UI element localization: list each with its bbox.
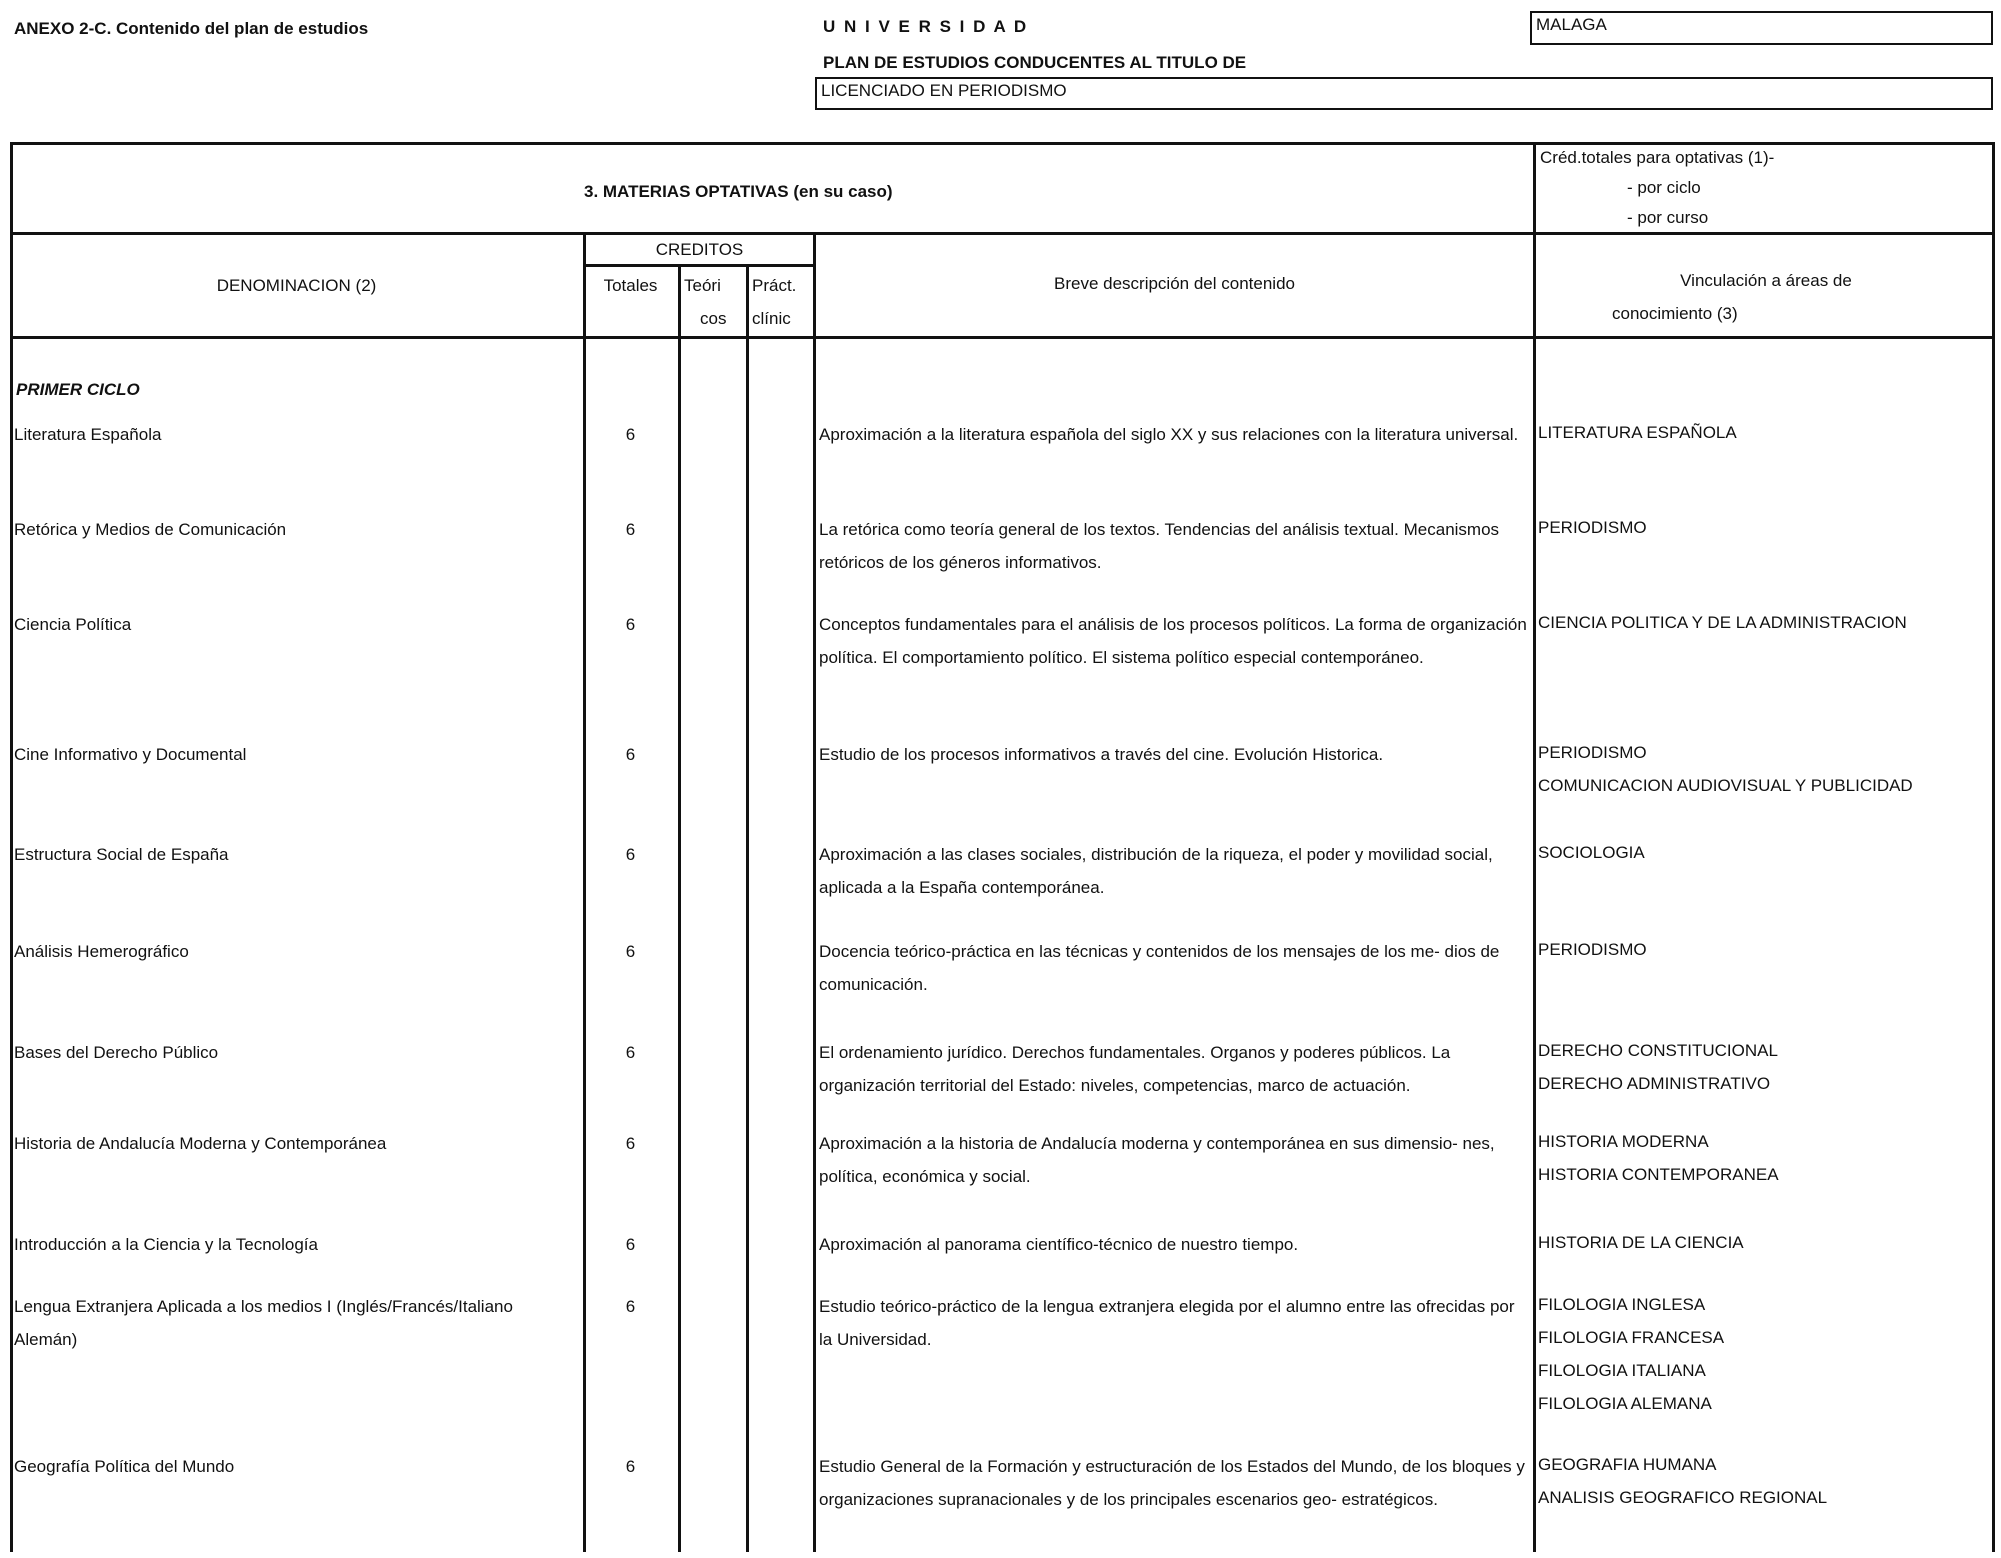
course-areas: PERIODISMO	[1538, 940, 1647, 959]
course-total: 6	[625, 1297, 636, 1316]
course-name: Cine Informativo y Documental	[14, 745, 247, 764]
course-description: Aproximación a las clases sociales, distribución de la riqueza, el poder y movilidad social, aplicada a la España contemporánea.	[819, 845, 1493, 897]
plan-label: PLAN DE ESTUDIOS CONDUCENTES AL TITULO DE	[823, 53, 1247, 72]
course-total: 6	[625, 845, 636, 864]
teoricos-header-2: cos	[700, 309, 727, 328]
course-areas: CIENCIA POLITICA Y DE LA ADMINISTRACION	[1538, 613, 1907, 632]
vinculacion-header-1: Vinculación a áreas de	[1680, 271, 1852, 290]
titulo-field	[815, 77, 1993, 110]
course-description: El ordenamiento jurídico. Derechos fundamentales. Organos y poderes públicos. La organización territorial del Estado: niveles, competencias, marco de actuación.	[819, 1043, 1451, 1095]
course-name: Geografía Política del Mundo	[14, 1457, 235, 1476]
course-areas: DERECHO CONSTITUCIONAL DERECHO ADMINISTRATIVO	[1538, 1041, 1778, 1093]
course-name: Literatura Española	[14, 425, 162, 444]
course-name: Ciencia Política	[14, 615, 132, 634]
practicos-header-1: Práct.	[752, 276, 797, 295]
course-name: Lengua Extranjera Aplicada a los medios I (Inglés/Francés/Italiano Alemán)	[14, 1297, 513, 1349]
practicos-header-2: clínic	[752, 309, 791, 328]
course-name: Retórica y Medios de Comunicación	[14, 520, 287, 539]
course-total: 6	[625, 1134, 636, 1153]
course-areas: LITERATURA ESPAÑOLA	[1538, 423, 1737, 442]
denominacion-header: DENOMINACION (2)	[216, 276, 377, 295]
course-areas: PERIODISMO COMUNICACION AUDIOVISUAL Y PUBLICIDAD	[1538, 743, 1913, 795]
course-areas: HISTORIA DE LA CIENCIA	[1538, 1233, 1744, 1252]
course-description: Aproximación a la historia de Andalucía moderna y contemporánea en sus dimensio- nes, política, económica y social.	[819, 1134, 1495, 1186]
creditos-header: CREDITOS	[655, 240, 744, 259]
course-areas: PERIODISMO	[1538, 518, 1647, 537]
universidad-value: MALAGA	[1536, 15, 1607, 34]
course-description: La retórica como teoría general de los textos. Tendencias del análisis textual. Mecanismos retóricos de los géneros informativos.	[819, 520, 1500, 572]
descripcion-header: Breve descripción del contenido	[1054, 274, 1295, 293]
totales-header: Totales	[603, 276, 658, 295]
course-total: 6	[625, 425, 636, 444]
vinculacion-header-2: conocimiento (3)	[1612, 304, 1738, 323]
titulo-value: LICENCIADO EN PERIODISMO	[821, 81, 1067, 100]
course-name: Historia de Andalucía Moderna y Contemporánea	[14, 1134, 387, 1153]
section-primer-ciclo: PRIMER CICLO	[16, 380, 140, 399]
course-total: 6	[625, 942, 636, 961]
course-total: 6	[625, 1457, 636, 1476]
annex-title: ANEXO 2-C. Contenido del plan de estudios	[14, 19, 369, 38]
universidad-label: U N I V E R S I D A D	[823, 17, 1029, 36]
course-areas: GEOGRAFIA HUMANA ANALISIS GEOGRAFICO REGIONAL	[1538, 1455, 1828, 1507]
universidad-field	[1530, 11, 1993, 45]
course-total: 6	[625, 520, 636, 539]
course-description: Estudio General de la Formación y estructuración de los Estados del Mundo, de los bloques y organizaciones supranacionales y de los principales escenarios geo- estratégicos.	[819, 1457, 1525, 1509]
course-areas: HISTORIA MODERNA HISTORIA CONTEMPORANEA	[1538, 1132, 1779, 1184]
course-total: 6	[625, 615, 636, 634]
course-description: Aproximación a la literatura española del siglo XX y sus relaciones con la literatura universal.	[819, 425, 1519, 444]
course-name: Estructura Social de España	[14, 845, 229, 864]
course-name: Bases del Derecho Público	[14, 1043, 219, 1062]
course-total: 6	[625, 1043, 636, 1062]
course-description: Aproximación al panorama científico-técnico de nuestro tiempo.	[819, 1235, 1299, 1254]
course-description: Estudio de los procesos informativos a través del cine. Evolución Historica.	[819, 745, 1384, 764]
course-name: Introducción a la Ciencia y la Tecnología	[14, 1235, 318, 1254]
course-areas: FILOLOGIA INGLESA FILOLOGIA FRANCESA FILOLOGIA ITALIANA FILOLOGIA ALEMANA	[1538, 1295, 1725, 1413]
cred-totales-line3: - por curso	[1627, 208, 1709, 227]
course-description: Estudio teórico-práctico de la lengua extranjera elegida por el alumno entre las ofrecidas por la Universidad.	[819, 1297, 1515, 1349]
teoricos-header-1: Teóri	[684, 276, 721, 295]
course-total: 6	[625, 745, 636, 764]
course-name: Análisis Hemerográfico	[14, 942, 189, 961]
cred-totales-line2: - por ciclo	[1627, 178, 1701, 197]
cred-totales-line1: Créd.totales para optativas (1)-	[1540, 148, 1775, 167]
course-description: Docencia teórico-práctica en las técnicas y contenidos de los mensajes de los me- dios de comunicación.	[819, 942, 1500, 994]
section-title: 3. MATERIAS OPTATIVAS (en su caso)	[584, 182, 893, 201]
course-description: Conceptos fundamentales para el análisis de los procesos políticos. La forma de organización política. El comportamiento político. El sistema político especial contemporáneo.	[819, 615, 1527, 667]
course-areas: SOCIOLOGIA	[1538, 843, 1645, 862]
course-total: 6	[625, 1235, 636, 1254]
